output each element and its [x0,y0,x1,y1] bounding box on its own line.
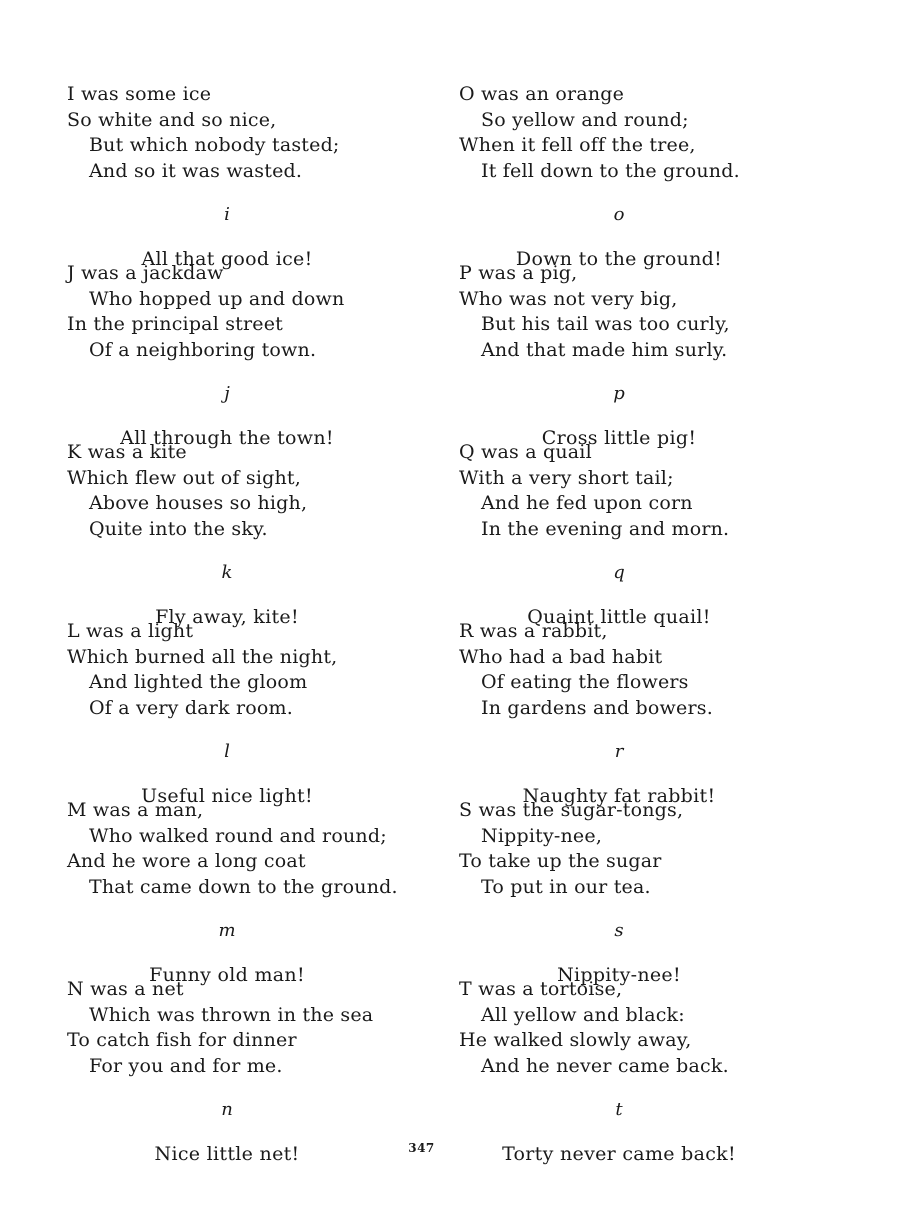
stanza-line: For you and for me. [89,1054,283,1077]
stanza-exclamation: All that good ice! [141,247,313,270]
stanza-line: Of a neighboring town. [89,338,317,361]
stanza-r [459,619,859,807]
stanza-exclamation: Nice little net! [154,1142,300,1165]
stanza-line: And lighted the gloom [89,671,308,693]
stanza-exclamation: Fly away, kite! [155,605,299,628]
stanza-line: Who hopped up and down [89,287,345,310]
stanza-letter: t [615,1099,623,1120]
stanza-line: Nippity-nee, [481,824,603,847]
stanza-exclamation: Useful nice light! [141,784,313,807]
stanza-line: R was a rabbit, [459,620,608,642]
stanza-m [67,798,467,986]
stanza-line: He walked slowly away, [459,1029,692,1051]
stanza-line: And he wore a long coat [67,850,306,872]
stanza-line: I was some ice [67,83,212,105]
stanza-l [67,619,467,807]
stanza-line: And so it was wasted. [89,159,303,182]
stanza-line: Which flew out of sight, [67,466,301,489]
stanza-n [67,977,467,1165]
stanza-line: O was an orange [459,83,625,105]
stanza-line: And he fed upon corn [481,492,693,514]
stanza-line: Which burned all the night, [67,645,338,668]
stanza-line: So yellow and round; [481,108,689,131]
stanza-exclamation: Naughty fat rabbit! [522,784,716,807]
stanza-line: With a very short tail; [459,466,674,489]
stanza-line: That came down to the ground. [89,875,398,898]
stanza-line: In the evening and morn. [481,517,730,540]
stanza-p [459,261,859,449]
stanza-q [459,440,859,628]
stanza-o [459,82,859,270]
stanza-line: Above houses so high, [89,492,308,514]
stanza-line: Which was thrown in the sea [89,1003,374,1026]
left-column [67,82,467,1165]
stanza-line: So white and so nice, [67,108,277,131]
stanza-exclamation: All through the town! [120,426,334,449]
stanza-line: L was a light [67,620,194,642]
stanza-line: Of a very dark room. [89,696,293,719]
stanza-exclamation: Cross little pig! [541,426,697,449]
stanza-line: And that made him surly. [481,338,728,361]
stanza-line: It fell down to the ground. [481,159,740,182]
stanza-line: M was a man, [67,799,204,821]
stanza-letter: n [221,1099,233,1120]
stanza-letter: p [613,383,625,404]
stanza-letter: r [614,741,624,762]
stanza-line: To put in our tea. [481,875,651,898]
stanza-exclamation: Nippity-nee! [557,963,681,986]
stanza-exclamation: Funny old man! [149,963,305,986]
stanza-line: N was a net [67,978,184,1000]
stanza-exclamation: Quaint little quail! [527,605,711,628]
stanza-line: P was a pig, [459,262,578,284]
stanza-exclamation: Down to the ground! [515,247,723,270]
page-number: 347 [408,1141,435,1155]
stanza-k [67,440,467,628]
stanza-line: S was the sugar-tongs, [459,799,684,821]
stanza-letter: q [613,562,625,583]
stanza-letter: m [218,920,236,941]
stanza-j [67,261,467,449]
stanza-t [459,977,859,1165]
right-column [459,82,859,1165]
stanza-letter: l [224,741,230,762]
stanza-line: Q was a quail [459,441,592,463]
stanza-letter: o [613,204,625,225]
stanza-line: Who had a bad habit [459,645,663,668]
stanza-line: All yellow and black: [481,1003,685,1026]
stanza-s [459,798,859,986]
stanza-line: Of eating the flowers [481,671,689,693]
stanza-line: Who walked round and round; [89,824,387,847]
stanza-line: Quite into the sky. [89,517,268,540]
stanza-line: In the principal street [67,313,284,335]
stanza-line: Who was not very big, [459,287,678,310]
stanza-line: K was a kite [67,441,187,463]
stanza-letter: k [221,562,233,583]
stanza-line: But which nobody tasted; [89,134,340,156]
stanza-line: In gardens and bowers. [481,696,713,719]
stanza-line: T was a tortoise, [459,978,623,1000]
stanza-letter: i [224,204,230,225]
stanza-line: When it fell off the tree, [459,134,696,156]
stanza-line: To take up the sugar [459,850,662,872]
stanza-letter: s [614,920,624,941]
stanza-i [67,82,467,270]
stanza-line: And he never came back. [481,1054,729,1077]
stanza-line: J was a jackdaw [67,262,224,284]
stanza-line: But his tail was too curly, [481,313,730,335]
stanza-letter: j [224,383,230,404]
stanza-exclamation: Torty never came back! [502,1142,736,1165]
stanza-line: To catch fish for dinner [67,1029,297,1051]
